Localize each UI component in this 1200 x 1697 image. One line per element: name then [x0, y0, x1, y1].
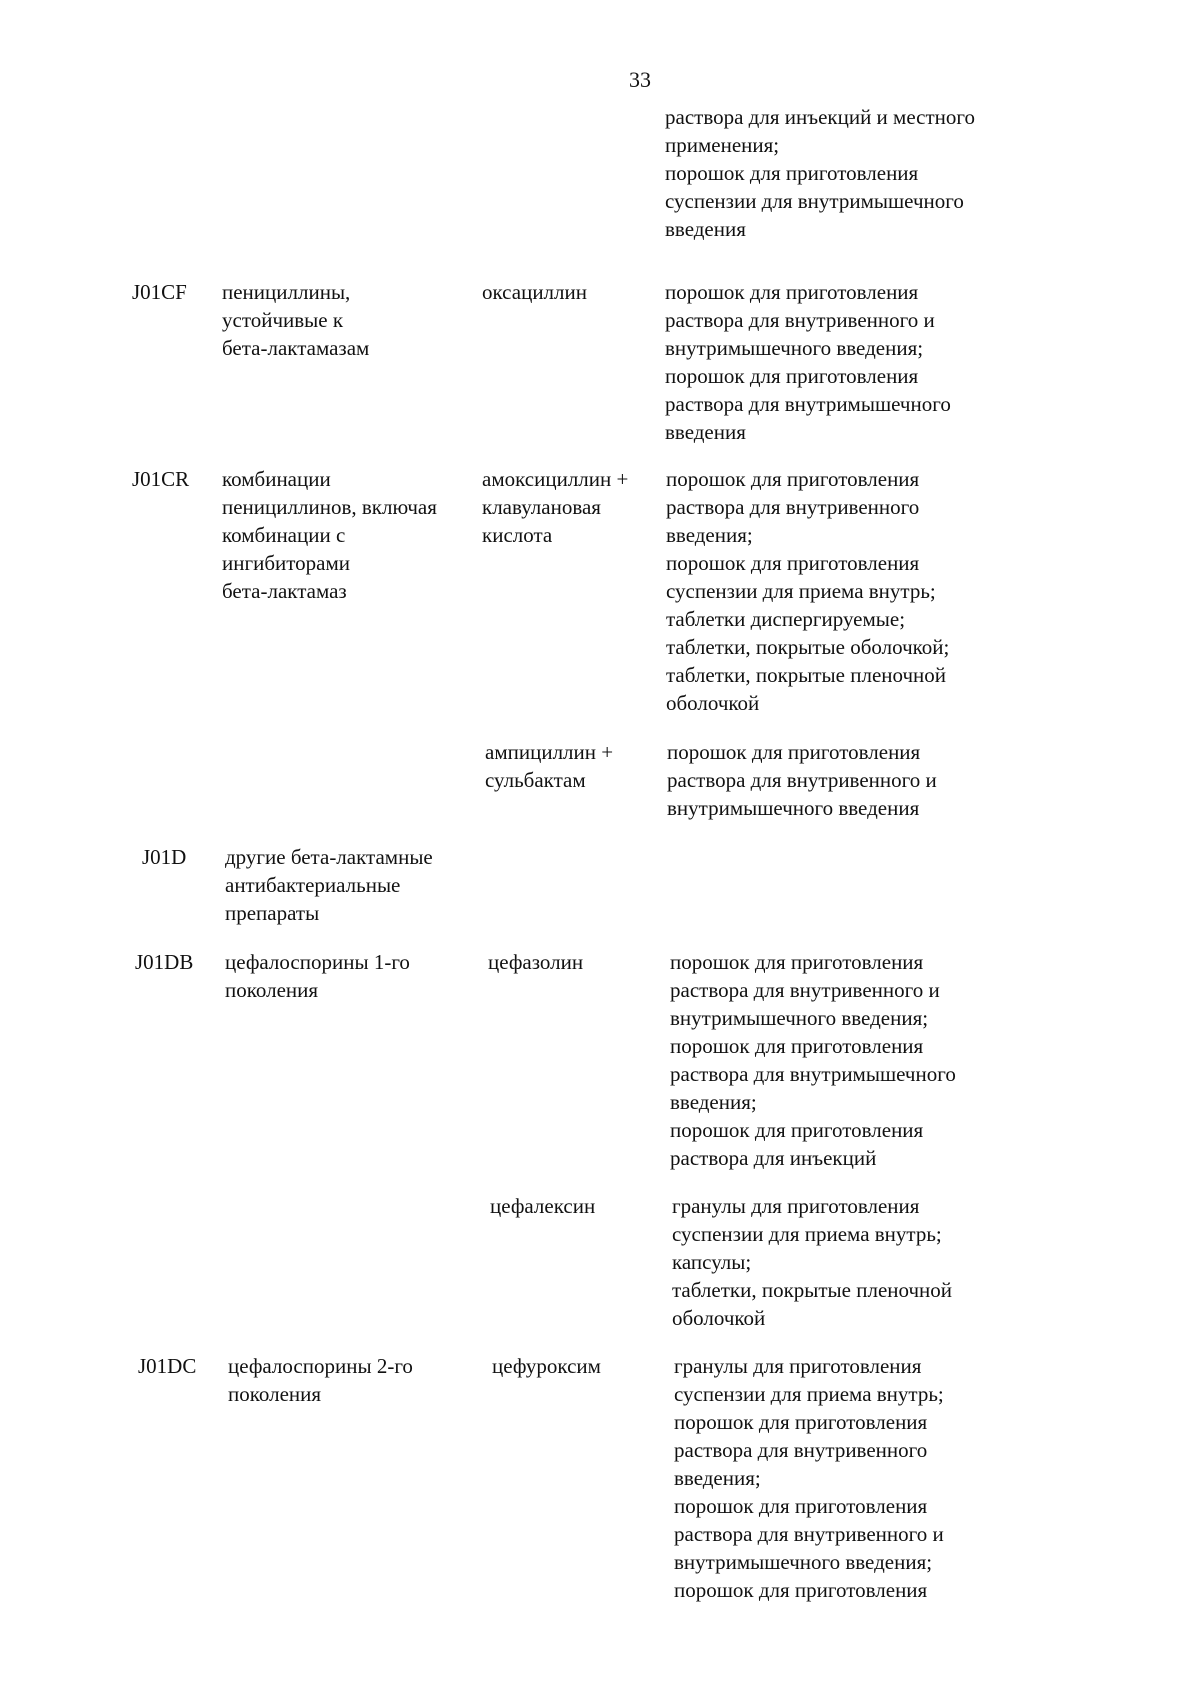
- dosage-form: порошок для приготовления раствора для внутривенного и внутримышечного введения: [667, 740, 937, 820]
- drug-name: цефазолин: [488, 950, 584, 974]
- atc-code: J01D: [142, 845, 187, 869]
- atc-code: J01CR: [132, 467, 190, 491]
- atc-code: J01DC: [138, 1354, 197, 1378]
- dosage-form: порошок для приготовления раствора для внутривенного введения; порошок для приготовления суспензии для приема внутрь; таблетки диспергируемые; таблетки, покрытые оболочкой; таблетки, покрытые пленочной оболочкой: [666, 467, 950, 715]
- atc-code: J01CF: [132, 280, 187, 304]
- drug-name: цефуроксим: [492, 1354, 601, 1378]
- dosage-form: гранулы для приготовления суспензии для приема внутрь; капсулы; таблетки, покрытые пленочной оболочкой: [672, 1194, 953, 1330]
- pharmacological-group: цефалоспорины 2-го поколения: [228, 1354, 413, 1406]
- dosage-form: порошок для приготовления раствора для внутривенного и внутримышечного введения; порошок для приготовления раствора для внутримышечного введения: [665, 280, 951, 444]
- drug-name: амоксициллин + клавулановая кислота: [482, 467, 629, 547]
- pharmacological-group: пенициллины, устойчивые к бета-лактамазам: [222, 280, 370, 360]
- pharmacological-group: комбинации пенициллинов, включая комбинации с ингибиторами бета-лактамаз: [222, 467, 437, 603]
- pharmacological-group: цефалоспорины 1-го поколения: [225, 950, 410, 1002]
- atc-code: J01DB: [135, 950, 194, 974]
- page-number: 33: [629, 67, 651, 92]
- dosage-form: порошок для приготовления раствора для внутривенного и внутримышечного введения; порошок для приготовления раствора для внутримышечного введения; порошок для приготовления раствора для инъекций: [670, 950, 956, 1170]
- drug-name: оксациллин: [482, 280, 587, 304]
- drug-name: цефалексин: [490, 1194, 596, 1218]
- pharmacological-group: другие бета-лактамные антибактериальные препараты: [225, 845, 433, 925]
- drug-name: ампициллин + сульбактам: [485, 740, 614, 792]
- dosage-form: гранулы для приготовления суспензии для приема внутрь; порошок для приготовления раствора для внутривенного введения; порошок для приготовления раствора для внутривенного и внутримышечного введения; порошок для приготовления: [674, 1354, 944, 1602]
- continuation-dosage-form: раствора для инъекций и местного применения; порошок для приготовления суспензии для внутримышечного введения: [665, 105, 976, 241]
